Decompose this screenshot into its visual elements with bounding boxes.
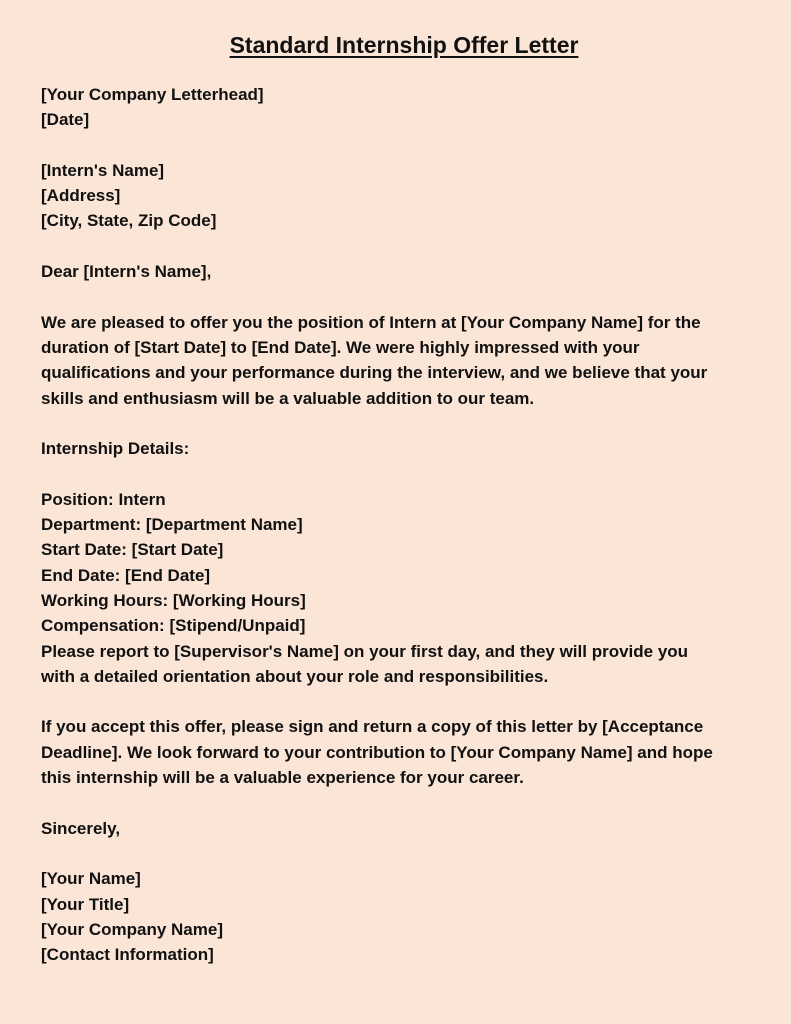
recipient-city-state-zip: [City, State, Zip Code] (41, 211, 217, 231)
accept-line: If you accept this offer, please sign and return a copy of this letter by [Acceptance (41, 717, 704, 737)
letter-date: [Date] (41, 110, 90, 130)
intro-line: We are pleased to offer you the position of Intern at [Your Company Name] for the (41, 312, 701, 332)
spacer (41, 689, 767, 714)
spacer (41, 133, 767, 158)
document-title: Standard Internship Offer Letter (229, 32, 579, 58)
accept-line: Deadline]. We look forward to your contribution to [Your Company Name] and hope (41, 742, 713, 762)
acceptance-paragraph (41, 714, 767, 790)
salutation: Dear [Intern's Name], (41, 262, 212, 282)
detail-working-hours: Working Hours: [Working Hours] (41, 590, 306, 610)
intro-line: qualifications and your performance during the interview, and we believe that your (41, 363, 708, 383)
spacer (41, 790, 767, 815)
spacer (41, 841, 767, 866)
detail-position: Position: Intern (41, 489, 166, 509)
letterhead-text: [Your Company Letterhead] (41, 85, 264, 104)
intro-paragraph (41, 310, 767, 411)
detail-end-date: End Date: [End Date] (41, 565, 211, 585)
spacer (41, 411, 767, 436)
report-line: with a detailed orientation about your role and responsibilities. (41, 666, 549, 686)
details-list (41, 487, 767, 689)
accept-line: this internship will be a valuable experience for your career. (41, 768, 524, 788)
signer-name: [Your Name] (41, 869, 141, 889)
recipient-address: [Address] (41, 186, 121, 206)
intro-line: skills and enthusiasm will be a valuable addition to our team. (41, 388, 535, 408)
signature-block (41, 866, 767, 967)
detail-department: Department: [Department Name] (41, 515, 303, 535)
report-line: Please report to [Supervisor's Name] on your first day, and they will provide you (41, 641, 689, 661)
spacer (41, 461, 767, 486)
intro-line: duration of [Start Date] to [End Date]. We were highly impressed with your (41, 337, 640, 357)
signer-contact: [Contact Information] (41, 945, 214, 965)
spacer (41, 234, 767, 259)
detail-compensation: Compensation: [Stipend/Unpaid] (41, 616, 306, 636)
detail-start-date: Start Date: [Start Date] (41, 540, 224, 560)
letterhead-block (41, 82, 767, 133)
details-heading: Internship Details: (41, 439, 190, 459)
signer-company: [Your Company Name] (41, 919, 223, 939)
signer-title: [Your Title] (41, 894, 130, 914)
closing: Sincerely, (41, 818, 121, 838)
recipient-name: [Intern's Name] (41, 160, 165, 180)
spacer (41, 284, 767, 309)
recipient-block (41, 158, 767, 234)
